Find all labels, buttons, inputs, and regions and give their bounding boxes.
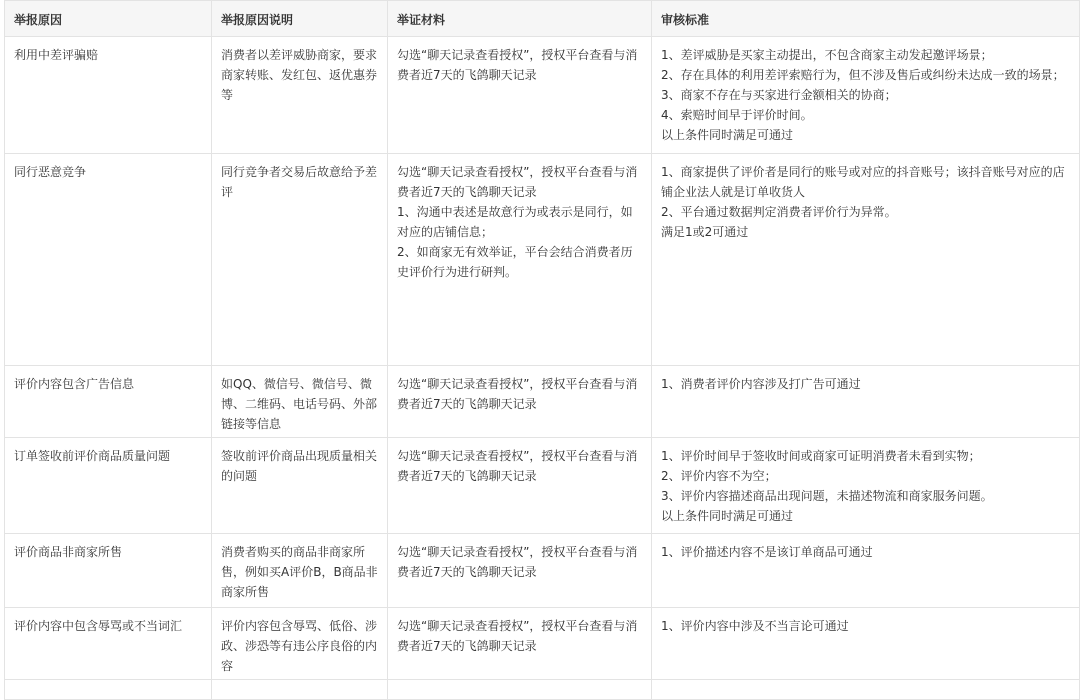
reason-cell: 利用中差评骗赔 — [5, 37, 212, 154]
explanation-cell: 同行竞争者交易后故意给予差评 — [212, 154, 388, 366]
explanation-cell: 如QQ、微信号、微信号、微博、二维码、电话号码、外部链接等信息 — [212, 366, 388, 438]
reason-cell: 评价商品非商家所售 — [5, 534, 212, 608]
criteria-line: 3、商家不存在与买家进行金额相关的协商； — [661, 88, 897, 102]
criteria-cell — [652, 608, 1080, 680]
criteria-line: 2、存在具体的利用差评索赔行为，但不涉及售后或纠纷未达成一致的场景； — [661, 68, 1065, 82]
criteria-line: 以上条件同时满足可通过 — [661, 509, 794, 523]
reason-cell: 评价内容中包含辱骂或不当词汇 — [5, 608, 212, 680]
header-evidence: 举证材料 — [388, 1, 652, 37]
empty-cell — [652, 680, 1080, 700]
criteria-line: 3、评价内容描述商品出现问题，未描述物流和商家服务问题。 — [661, 489, 993, 503]
criteria-line: 1、评价时间早于签收时间或商家可证明消费者未看到实物； — [661, 449, 981, 463]
reason-cell: 订单签收前评价商品质量问题 — [5, 438, 212, 534]
criteria-cell — [652, 534, 1080, 608]
table-row — [5, 37, 1080, 154]
evidence-cell — [388, 534, 652, 608]
reason-cell: 同行恶意竞争 — [5, 154, 212, 366]
table-header-row — [5, 1, 1080, 37]
empty-cell — [388, 680, 652, 700]
evidence-line: 勾选“聊天记录查看授权”，授权平台查看与消费者近7天的飞鸽聊天记录 — [397, 619, 638, 653]
criteria-cell — [652, 366, 1080, 438]
reason-cell: 评价内容包含广告信息 — [5, 366, 212, 438]
evidence-line: 勾选“聊天记录查看授权”，授权平台查看与消费者近7天的飞鸽聊天记录 — [397, 165, 638, 199]
explanation-cell: 评价内容包含辱骂、低俗、涉政、涉恐等有违公序良俗的内容 — [212, 608, 388, 680]
header-reason: 举报原因 — [5, 1, 212, 37]
evidence-line: 勾选“聊天记录查看授权”，授权平台查看与消费者近7天的飞鸽聊天记录 — [397, 545, 638, 579]
evidence-cell — [388, 608, 652, 680]
evidence-cell — [388, 438, 652, 534]
criteria-line: 2、评价内容不为空； — [661, 469, 777, 483]
table-row — [5, 366, 1080, 438]
table-row — [5, 534, 1080, 608]
evidence-line: 勾选“聊天记录查看授权”，授权平台查看与消费者近7天的飞鸽聊天记录 — [397, 377, 638, 411]
evidence-cell — [388, 37, 652, 154]
table-row — [5, 608, 1080, 680]
header-criteria: 审核标准 — [652, 1, 1080, 37]
explanation-cell: 签收前评价商品出现质量相关的问题 — [212, 438, 388, 534]
explanation-cell: 消费者以差评威胁商家，要求商家转账、发红包、返优惠券等 — [212, 37, 388, 154]
criteria-cell — [652, 438, 1080, 534]
empty-cell — [212, 680, 388, 700]
evidence-line: 2、如商家无有效举证，平台会结合消费者历史评价行为进行研判。 — [397, 245, 633, 279]
evidence-line: 勾选“聊天记录查看授权”，授权平台查看与消费者近7天的飞鸽聊天记录 — [397, 48, 638, 82]
evidence-cell — [388, 154, 652, 366]
evidence-line: 1、沟通中表述是故意行为或表示是同行，如对应的店铺信息； — [397, 205, 633, 239]
empty-cell — [5, 680, 212, 700]
criteria-line: 1、消费者评价内容涉及打广告可通过 — [661, 377, 861, 391]
criteria-line: 以上条件同时满足可通过 — [661, 128, 794, 142]
report-reasons-table — [4, 0, 1080, 700]
criteria-line: 1、商家提供了评价者是同行的账号或对应的抖音账号；该抖音账号对应的店铺企业法人就是订单收货人 — [661, 165, 1065, 199]
criteria-cell — [652, 154, 1080, 366]
header-explanation: 举报原因说明 — [212, 1, 388, 37]
criteria-line: 2、平台通过数据判定消费者评价行为异常。 — [661, 205, 897, 219]
criteria-cell — [652, 37, 1080, 154]
criteria-line: 满足1或2可通过 — [661, 225, 749, 239]
table-row-partial — [5, 680, 1080, 700]
table-row — [5, 438, 1080, 534]
evidence-line: 勾选“聊天记录查看授权”，授权平台查看与消费者近7天的飞鸽聊天记录 — [397, 449, 638, 483]
evidence-cell — [388, 366, 652, 438]
table-row — [5, 154, 1080, 366]
criteria-line: 4、索赔时间早于评价时间。 — [661, 108, 813, 122]
explanation-cell: 消费者购买的商品非商家所售，例如买A评价B，B商品非商家所售 — [212, 534, 388, 608]
criteria-line: 1、差评威胁是买家主动提出，不包含商家主动发起邀评场景； — [661, 48, 993, 62]
criteria-line: 1、评价描述内容不是该订单商品可通过 — [661, 545, 873, 559]
criteria-line: 1、评价内容中涉及不当言论可通过 — [661, 619, 849, 633]
